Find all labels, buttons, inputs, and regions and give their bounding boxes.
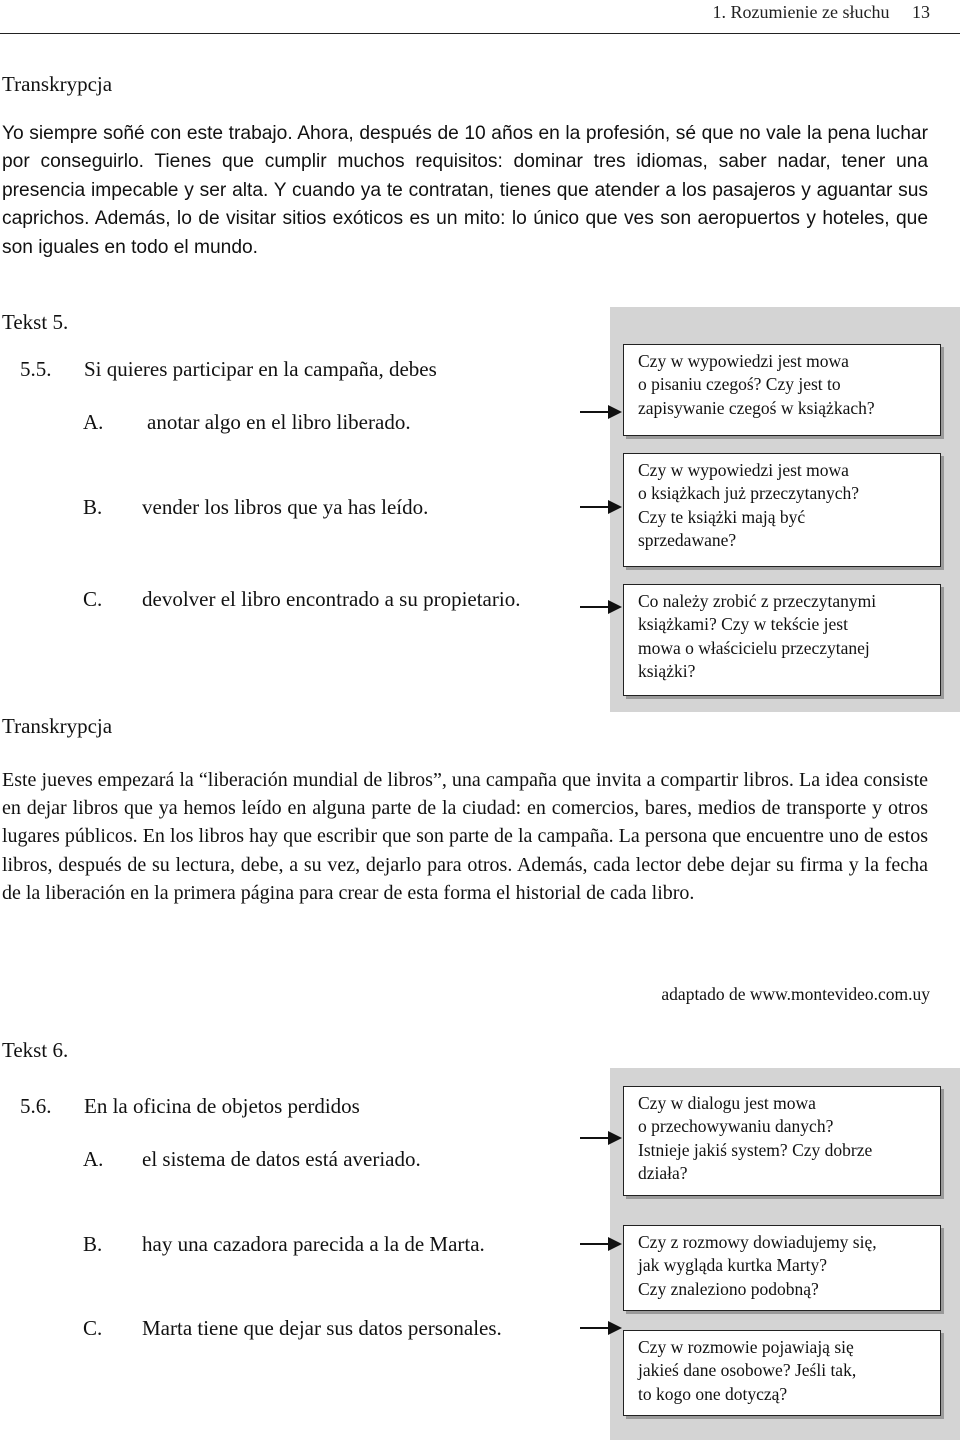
hint-line: o pisaniu czegoś? Czy jest to <box>638 374 841 395</box>
option-text: vender los libros que ya has leído. <box>142 495 429 519</box>
section-heading: Transkrypcja <box>2 72 113 96</box>
hint-line: Czy z rozmowy dowiadujemy się, <box>638 1232 877 1252</box>
hint-line: Czy w rozmowie pojawiają się <box>638 1337 854 1357</box>
arrow-right-icon <box>580 1327 610 1329</box>
option-a <box>83 1147 421 1172</box>
option-letter: C. <box>83 587 103 611</box>
hint-line: Czy w wypowiedzi jest mowa <box>638 460 849 480</box>
hint-box-b <box>623 453 941 567</box>
option-a <box>83 410 411 435</box>
hint-line: o książkach już przeczytanych? <box>638 483 860 504</box>
option-text: Marta tiene que dejar sus datos personales. <box>142 1316 502 1340</box>
hint-box-b <box>623 1225 941 1311</box>
hint-line: sprzedawane? <box>638 529 737 550</box>
running-header <box>713 2 930 23</box>
option-letter: A. <box>83 410 104 434</box>
option-text: el sistema de datos está averiado. <box>142 1147 421 1171</box>
hint-line: książkami? Czy w tekście jest <box>638 614 848 635</box>
arrow-right-icon <box>580 506 610 508</box>
option-letter: B. <box>83 1232 103 1256</box>
option-text: devolver el libro encontrado a su propietario. <box>142 587 521 611</box>
section-heading: Transkrypcja <box>2 714 113 738</box>
hint-box-c <box>623 584 941 696</box>
chapter-title: 1. Rozumienie ze słuchu <box>712 2 890 22</box>
question-number: 5.6. <box>20 1094 52 1118</box>
source-citation: adaptado de www.montevideo.com.uy <box>661 984 930 1004</box>
hint-box-a <box>623 1086 941 1196</box>
arrow-right-icon <box>580 1137 610 1139</box>
option-c <box>83 1316 502 1341</box>
hint-line: mowa o właścicielu przeczytanej <box>638 637 870 658</box>
hint-line: o przechowywaniu danych? <box>638 1116 834 1137</box>
option-text: hay una cazadora parecida a la de Marta. <box>142 1232 485 1256</box>
option-letter: B. <box>83 495 103 519</box>
transcript-paragraph: Este jueves empezará la “liberación mundial de libros”, una campaña que invita a compartir libros. La idea consiste en dejar libros que ya hemos leído en alguna parte de la ciudad: en comercios, bares, medios de transporte y otros lugares públicos. En los libros hay que escribir que son parte de la campaña. La persona que encuentre uno de estos libros, después de su lectura, debe, a su vez, dejarlo para otros. Además, cada lector debe dejar su firma y la fecha de la liberación en la primera página para crear de esta forma el historial de cada libro. <box>2 769 928 904</box>
question-text: Si quieres participar en la campaña, debes <box>84 357 437 381</box>
hint-line: zapisywanie czegoś w książkach? <box>638 397 875 418</box>
hint-line: jakieś dane osobowe? Jeśli tak, <box>638 1360 857 1381</box>
hint-box-a <box>623 344 941 436</box>
header-rule <box>0 33 960 34</box>
hint-line: to kogo one dotyczą? <box>638 1383 788 1404</box>
transcript-paragraph: Yo siempre soñé con este trabajo. Ahora, después de 10 años en la profesión, sé que no vale la pena luchar por conseguirlo. Tienes que cumplir muchos requisitos: dominar tres idiomas, saber nadar, tener una presencia impecable y ser alta. Y cuando ya te contratan, tienes que atender a los pasajeros y aguantar sus caprichos. Además, lo de visitar sitios exóticos es un mito: lo único que ves son aeropuertos y hoteles, que son iguales en todo el mundo. <box>2 123 928 258</box>
tekst-5-title: Tekst 5. <box>2 310 69 334</box>
arrow-right-icon <box>580 1243 610 1245</box>
hint-line: działa? <box>638 1162 688 1183</box>
question-5-6 <box>20 1094 360 1119</box>
question-5-5 <box>20 357 437 382</box>
question-text: En la oficina de objetos perdidos <box>84 1094 360 1118</box>
page-number: 13 <box>912 2 930 22</box>
option-text: anotar algo en el libro liberado. <box>147 410 411 434</box>
option-letter: C. <box>83 1316 103 1340</box>
hint-line: Czy w wypowiedzi jest mowa <box>638 351 849 371</box>
option-b <box>83 495 429 520</box>
hint-box-c <box>623 1330 941 1416</box>
hint-line: Czy w dialogu jest mowa <box>638 1093 816 1113</box>
tekst-6-title: Tekst 6. <box>2 1038 69 1062</box>
arrow-right-icon <box>580 411 610 413</box>
hint-line: Co należy zrobić z przeczytanymi <box>638 591 877 611</box>
hint-line: jak wygląda kurtka Marty? <box>638 1255 828 1276</box>
hint-line: Czy znaleziono podobną? <box>638 1278 819 1299</box>
option-letter: A. <box>83 1147 104 1171</box>
option-b <box>83 1232 485 1257</box>
hint-line: książki? <box>638 660 696 681</box>
arrow-right-icon <box>580 606 610 608</box>
option-c <box>83 587 521 612</box>
hint-line: Istnieje jakiś system? Czy dobrze <box>638 1139 873 1160</box>
question-number: 5.5. <box>20 357 52 381</box>
hint-line: Czy te książki mają być <box>638 506 806 527</box>
